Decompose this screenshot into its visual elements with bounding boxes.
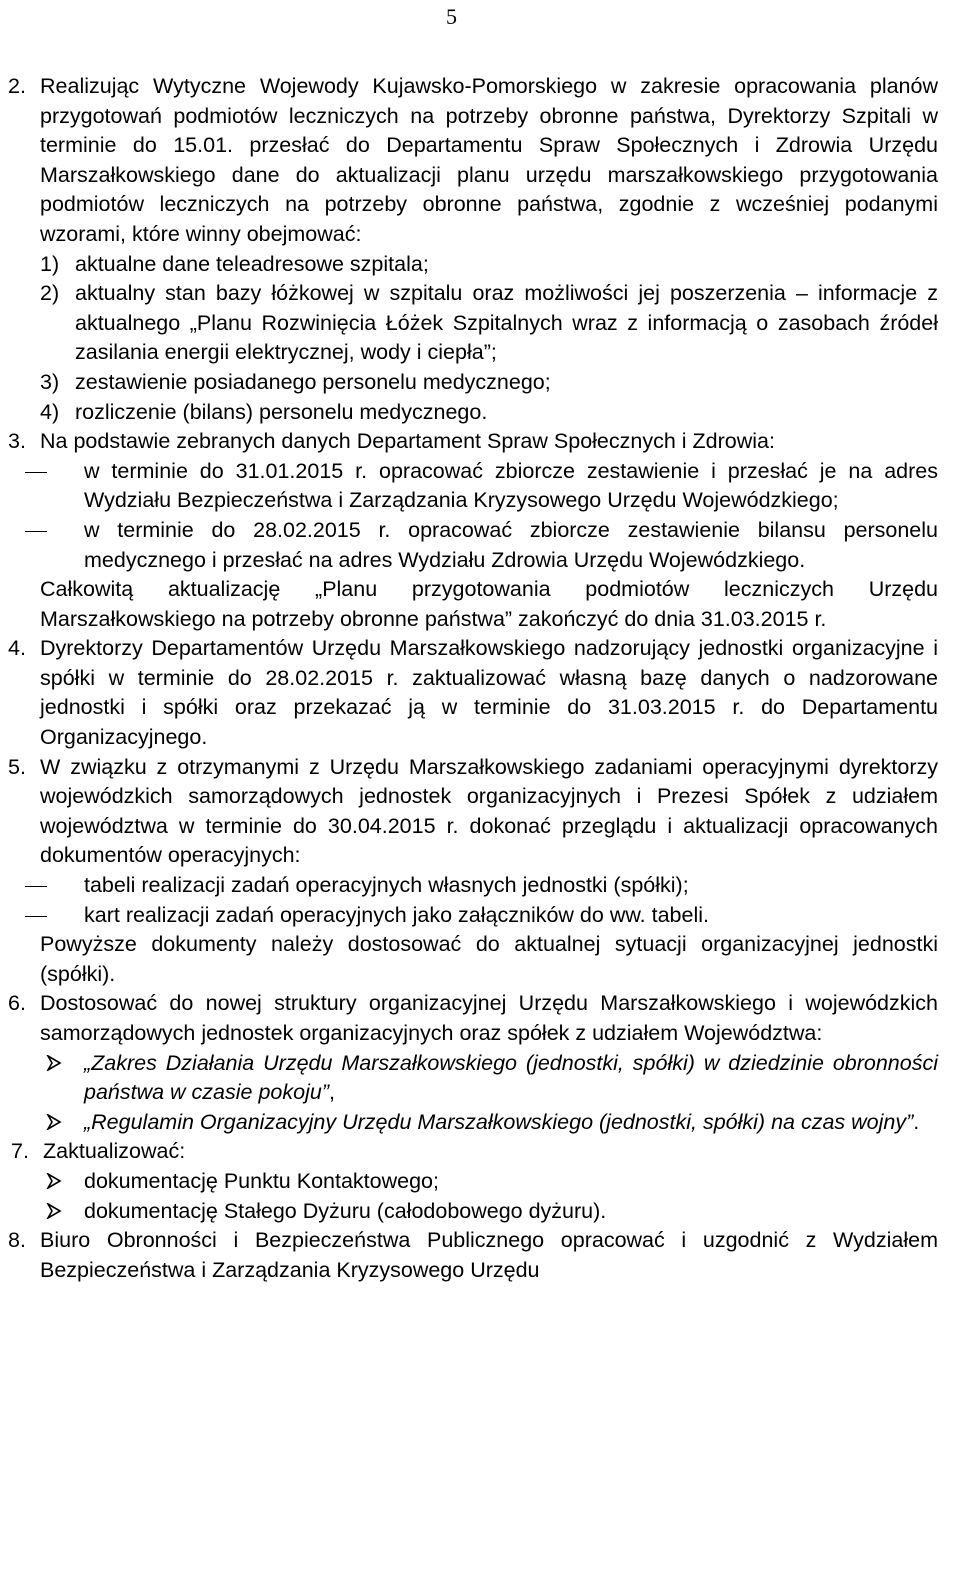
note-text: Całkowitą aktualizację „Planu przygotowania podmiotów leczniczych Urzędu Marszałkowskiego na potrzeby obronne państwa” zakończyć do dnia 31.03.2015 r. — [40, 577, 938, 631]
page-number: 5 — [446, 4, 457, 29]
sub-item-text: aktualne dane teleadresowe szpitala; — [75, 251, 429, 276]
sub-item — [40, 279, 938, 368]
item-4 — [8, 634, 938, 752]
dash-item — [8, 457, 938, 516]
arrow-item-title: „Regulamin Organizacyjny Urzędu Marszałkowskiego (jednostki, spółki) na czas wojny” — [84, 1109, 914, 1134]
arrow-item — [8, 1167, 938, 1197]
sub-item-text: aktualny stan bazy łóżkowej w szpitalu oraz możliwości jej poszerzenia – informacje z aktualnego „Planu Rozwinięcia Łóżek Szpitalnych wraz z informacją o zasobach źródeł zasilania energii elektrycznej, wody i ciepła”; — [75, 281, 938, 365]
sub-item — [40, 368, 938, 398]
dash-icon — [25, 916, 47, 917]
dash-icon — [25, 886, 47, 887]
item-number: 8. — [8, 1228, 26, 1253]
item-text: W związku z otrzymanymi z Urzędu Marszałkowskiego zadaniami operacyjnymi dyrektorzy wojewódzkich samorządowych jednostek organizacyjnych i Prezesi Spółek z udziałem województwa w terminie do 30.04.2015 r. dokonać przeglądu i aktualizacji opracowanych dokumentów operacyjnych: — [40, 754, 938, 868]
item-text: Biuro Obronności i Bezpieczeństwa Publicznego opracować i uzgodnić z Wydziałem Bezpieczeństwa i Zarządzania Kryzysowego Urzędu — [40, 1228, 938, 1282]
sub-item-text: rozliczenie (bilans) personelu medycznego. — [75, 399, 488, 424]
item-8 — [8, 1226, 938, 1285]
sub-item-number: 3) — [40, 369, 60, 394]
dash-item-text: w terminie do 28.02.2015 r. opracować zbiorcze zestawienie bilansu personelu medycznego i przesłać na adres Wydziału Zdrowia Urzędu Wojewódzkiego. — [84, 517, 938, 572]
dash-icon — [25, 472, 47, 473]
item-5-note — [8, 930, 938, 989]
arrow-item-tail: . — [913, 1109, 920, 1134]
arrow-bullet-icon — [46, 1173, 62, 1189]
dash-item — [8, 871, 938, 901]
arrow-bullet-icon — [46, 1055, 62, 1071]
item-text: Na podstawie zebranych danych Departament Spraw Społecznych i Zdrowia: — [40, 429, 775, 454]
item-number: 3. — [8, 429, 26, 454]
dash-item — [8, 516, 938, 575]
sub-item-number: 2) — [40, 281, 60, 306]
arrow-item-text: dokumentację Punktu Kontaktowego; — [84, 1168, 439, 1193]
arrow-item-title: „Zakres Działania Urzędu Marszałkowskiego (jednostki, spółki) w dziedzinie obronności państwa w czasie pokoju” — [84, 1050, 938, 1105]
dash-item — [8, 901, 938, 931]
dash-item-text: tabeli realizacji zadań operacyjnych własnych jednostki (spółki); — [84, 873, 689, 898]
item-text: Zaktualizować: — [43, 1139, 186, 1164]
arrow-item-tail: , — [328, 1080, 335, 1105]
sub-item — [40, 398, 938, 428]
arrow-bullet-icon — [46, 1203, 62, 1219]
dash-item-text: w terminie do 31.01.2015 r. opracować zbiorcze zestawienie i przesłać je na adres Wydziału Bezpieczeństwa i Zarządzania Kryzysowego Urzędu Wojewódzkiego; — [84, 458, 938, 513]
sub-item-number: 1) — [40, 251, 60, 276]
dash-item-text: kart realizacji zadań operacyjnych jako załączników do ww. tabeli. — [84, 902, 710, 927]
item-number: 2. — [8, 74, 26, 98]
sub-item-text: zestawienie posiadanego personelu medycznego; — [75, 369, 551, 394]
item-number: 6. — [8, 991, 26, 1016]
arrow-bullet-icon — [46, 1114, 62, 1130]
item-3 — [8, 427, 938, 457]
item-number: 5. — [8, 754, 26, 779]
arrow-item — [8, 1197, 938, 1227]
arrow-item-text: dokumentację Stałego Dyżuru (całodobowego dyżuru). — [84, 1198, 607, 1223]
arrow-item — [8, 1049, 938, 1108]
sub-item — [40, 250, 938, 280]
dash-icon — [25, 531, 47, 532]
item-text: Dyrektorzy Departamentów Urzędu Marszałkowskiego nadzorujący jednostki organizacyjne i spółki w terminie do 28.02.2015 r. zaktualizować własną bazę danych o nadzorowane jednostki i spółki oraz przekazać ją w terminie do 31.03.2015 r. do Departamentu Organizacyjnego. — [40, 636, 938, 750]
document-body — [8, 72, 938, 1285]
item-2 — [8, 72, 938, 427]
item-number: 7. — [11, 1139, 29, 1164]
item-6 — [8, 989, 938, 1048]
item-5 — [8, 753, 938, 871]
item-text: Realizując Wytyczne Wojewody Kujawsko-Pomorskiego w zakresie opracowania planów przygotowań podmiotów leczniczych na potrzeby obronne państwa, Dyrektorzy Szpitali w terminie do 15.01. przesłać do Departamentu Spraw Społecznych i Zdrowia Urzędu Marszałkowskiego dane do aktualizacji planu urzędu marszałkowskiego przygotowania podmiotów leczniczych na potrzeby obronne państwa, zgodnie z wcześniej podanymi wzorami, które winny obejmować: — [40, 74, 938, 246]
note-text: Powyższe dokumenty należy dostosować do aktualnej sytuacji organizacyjnej jednostki (spółki). — [40, 932, 938, 986]
arrow-item — [8, 1108, 938, 1138]
item-number: 4. — [8, 636, 26, 661]
sub-item-number: 4) — [40, 399, 60, 424]
item-text: Dostosować do nowej struktury organizacyjnej Urzędu Marszałkowskiego i wojewódzkich samorządowych jednostek organizacyjnych oraz spółek z udziałem Województwa: — [40, 991, 938, 1045]
item-7 — [8, 1137, 938, 1167]
item-3-note — [8, 575, 938, 634]
